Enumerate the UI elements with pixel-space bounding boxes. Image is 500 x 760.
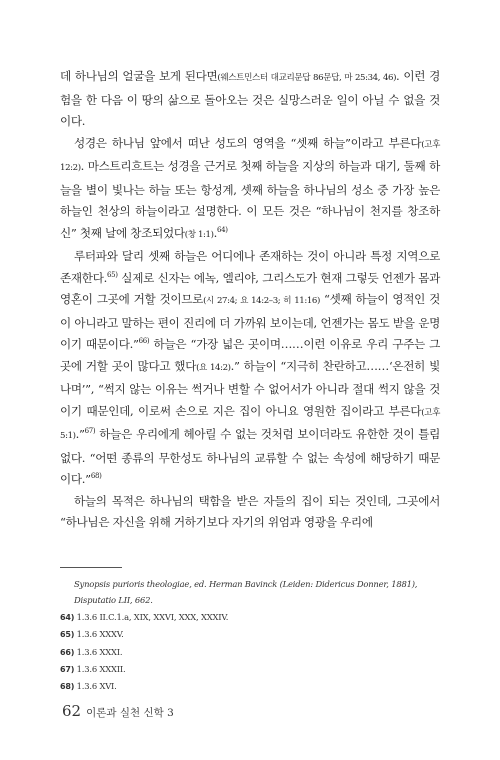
paragraph-0 <box>60 66 440 133</box>
footnote-number: 65) <box>60 630 75 640</box>
footnote-ref: 67) <box>84 427 96 435</box>
citation: (창 1:1) <box>184 229 214 240</box>
citation: (고후 12:2) <box>60 139 440 173</box>
citation: (시 27:4; 요 14:2–3; 히 11:16) <box>203 296 320 306</box>
footnote-number: 68) <box>60 682 75 692</box>
text-run: .” 하늘이 “지극히 찬란하고……‘온전히 빛나며’”, “썩지 않는 이유는 썩거나 변할 수 없어서가 아니라 절대 썩지 않을 것이기 때문인데, 이로써 손으로 지은 집이 아니요 영원한 집이라고 부른다 <box>60 358 441 418</box>
footnote-65 <box>60 626 440 643</box>
text-run: . 마스트리흐트는 성경을 근거로 첫째 하늘을 지상의 하늘과 대기, 둘째 하늘을 별이 빛나는 하늘 또는 항성계, 셋째 하늘을 하나님의 성소 중 가장 높은 하늘인 천상의 하늘이라고 설명한다. 이 모든 것은 “하나님이 천지를 창조하신” 첫째 날에 창조되었다 <box>60 159 440 240</box>
footnote-68 <box>60 678 440 695</box>
text-run: . <box>213 225 217 240</box>
footnote-text: 1.3.6 XXXV. <box>76 629 124 640</box>
text-run: 실제로 신자는 에녹, 엘리야, 그리스도가 현재 그렇듯 언젠가 몸과 영혼이 그곳에 거할 것이므로 <box>60 270 440 306</box>
text-run: 하늘은 우리에게 헤아릴 수 없는 것처럼 보이더라도 유한한 것이 틀림없다. “어떤 종류의 무한성도 하나님의 교류할 수 없는 속성에 해당하기 때문이다.” <box>60 427 440 486</box>
paragraph-3: 하늘의 목적은 하나님의 택함을 받은 자들의 집이 되는 것인데, 그곳에서 “하나님은 자신을 위해 거하기보다 자기의 위엄과 영광을 우리에 <box>60 493 440 529</box>
text-run: . 이런 경험을 한 다음 이 땅의 삶으로 돌아오는 것은 실망스러운 일이 아닐 수 없을 것이다. <box>60 69 440 128</box>
text-run: 데 하나님의 얼굴을 보게 된다면 <box>60 69 218 83</box>
footnote-66 <box>60 644 440 661</box>
footnote-continuation <box>60 592 440 608</box>
footnote-ref: 64) <box>216 225 228 234</box>
footnote-text: 1.3.6 XVI. <box>76 681 117 692</box>
footnote-number: 67) <box>60 665 75 675</box>
text-run: 루터파와 달리 셋째 하늘은 어디에나 존재하는 것이 아니라 특정 지역으로 존재한다. <box>60 249 440 285</box>
page-number: 62 <box>62 702 82 720</box>
text-run: 하늘은 “가장 넓은 곳이며……이런 이유로 우리 구주는 그곳에 거할 곳이 많다고 했다 <box>60 337 440 373</box>
footnote-text: 1.3.6 XXXI. <box>76 646 123 657</box>
text-run: “셋째 하늘이 영적인 것이 아니라고 말하는 편이 진리에 더 가까워 보이는데, 언젠가는 몸도 받을 운명이기 때문이다.” <box>60 292 441 351</box>
running-title: 이론과 실천 신학 3 <box>86 707 174 719</box>
footnote-continuation <box>60 576 440 592</box>
body-text <box>60 66 440 534</box>
citation: (요 14:2) <box>196 362 231 373</box>
footnote-divider <box>60 567 122 568</box>
footnote-67 <box>60 661 440 678</box>
citation: (웨스트민스터 대교리문답 86문답, 마 25:34, 46) <box>217 73 397 83</box>
footnote-ref: 66) <box>138 337 150 345</box>
text-run: 성경은 하나님 앞에서 떠난 성도의 영역을 “셋째 하늘”이라고 부른다 <box>74 135 422 150</box>
footnote-text: Synopsis purioris theologiae, ed. Herman Bavinck (Leiden: Didericus Donner, 1881), <box>74 579 418 589</box>
footnote-ref: 68) <box>90 472 102 480</box>
footnote-number: 64) <box>60 612 75 622</box>
footnote-ref: 65) <box>106 270 118 279</box>
paragraph-2 <box>60 246 440 491</box>
paragraph-1 <box>60 133 440 247</box>
footnote-text: 1.3.6 XXXII. <box>76 664 126 675</box>
footnotes <box>60 576 440 696</box>
page-footer <box>62 702 174 720</box>
footnote-number: 66) <box>60 647 75 657</box>
footnote-text: Disputatio LII, 662. <box>74 595 153 606</box>
footnote-64 <box>60 609 440 626</box>
footnote-text: 1.3.6 II.C.1.a, XIX, XXVI, XXX, XXXIV. <box>76 611 229 622</box>
citation: (고후 5:1) <box>60 407 440 441</box>
text-run: .” <box>75 427 85 441</box>
